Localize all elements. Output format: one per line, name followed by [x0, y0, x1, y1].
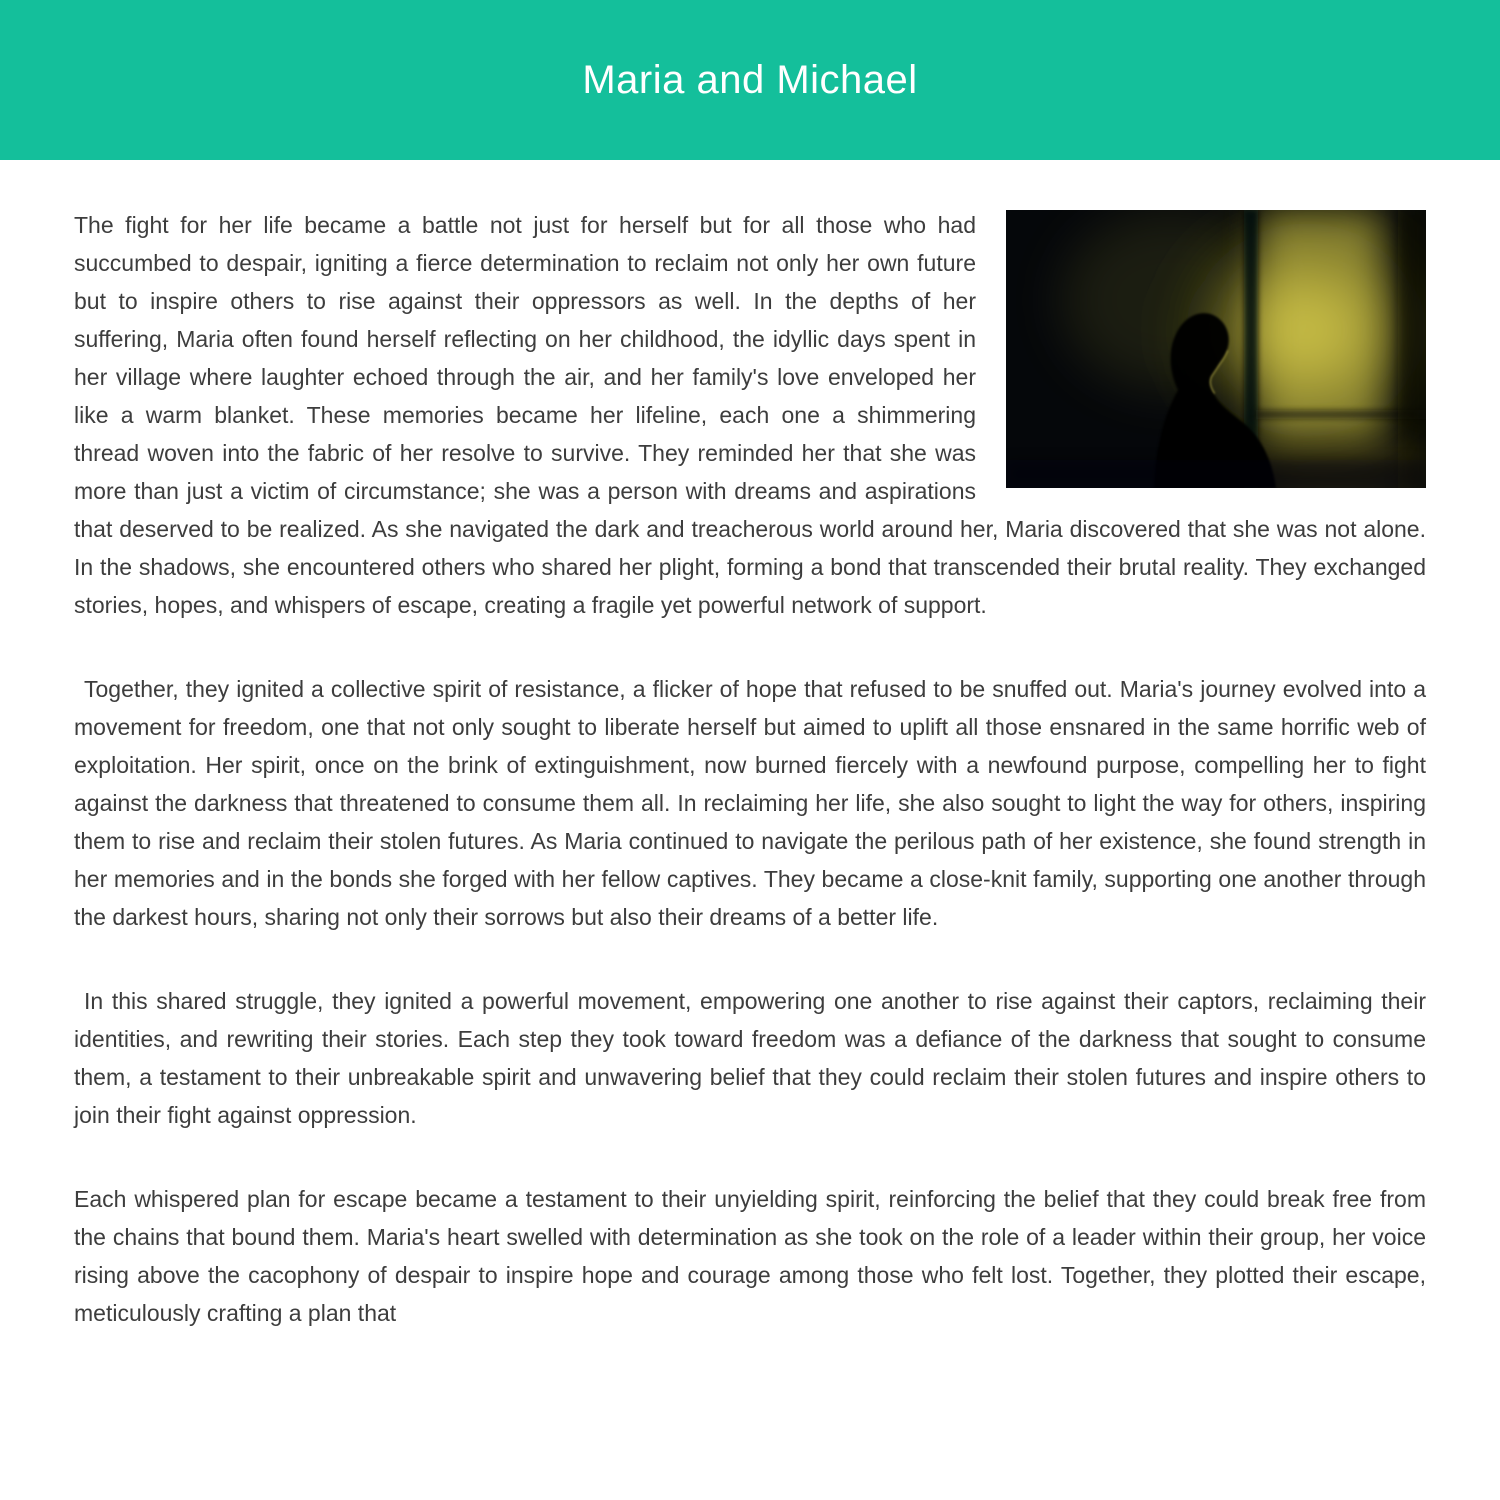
- story-paragraph-1: The fight for her life became a battle not just for herself but for all those who had succumbed to despair, igniting a fierce determination to reclaim not only her own future but to inspire others to rise against their oppressors as well. In the depths of her suffering, Maria often found herself reflecting on her childhood, the idyllic days spent in her village where laughter echoed through the air, and her family's love enveloped her like a warm blanket. These memories became her lifeline, each one a shimmering thread woven into the fabric of her resolve to survive. They reminded her that she was more than just a victim of circumstance; she was a person with dreams and aspirations that deserved to be realized. As she navigated the dark and treacherous world around her, Maria discovered that she was not alone. In the shadows, she encountered others who shared her plight, forming a bond that transcended their brutal reality. They exchanged stories, hopes, and whispers of escape, creating a fragile yet powerful network of support.: [74, 212, 1426, 618]
- story-paragraph-3: In this shared struggle, they ignited a powerful movement, empowering one another to rise against their captors, reclaiming their identities, and rewriting their stories. Each step they took toward freedom was a defiance of the darkness that sought to consume them, a testament to their unbreakable spirit and unwavering belief that they could reclaim their stolen futures and inspire others to join their fight against oppression.: [74, 988, 1426, 1128]
- story-content: [0, 160, 1500, 1332]
- story-photo: [1006, 210, 1426, 488]
- story-paragraph-2: Together, they ignited a collective spirit of resistance, a flicker of hope that refused to be snuffed out. Maria's journey evolved into a movement for freedom, one that not only sought to liberate herself but aimed to uplift all those ensnared in the same horrific web of exploitation. Her spirit, once on the brink of extinguishment, now burned fiercely with a newfound purpose, compelling her to fight against the darkness that threatened to consume them all. In reclaiming her life, she also sought to light the way for others, inspiring them to rise and reclaim their stolen futures. As Maria continued to navigate the perilous path of her existence, she found strength in her memories and in the bonds she forged with her fellow captives. They became a close-knit family, supporting one another through the darkest hours, sharing not only their sorrows but also their dreams of a better life.: [74, 676, 1426, 930]
- silhouette-window-illustration: [1006, 210, 1426, 488]
- page-title: Maria and Michael: [582, 57, 918, 102]
- story-paragraph-4: Each whispered plan for escape became a testament to their unyielding spirit, reinforcing the belief that they could break free from the chains that bound them. Maria's heart swelled with determination as she took on the role of a leader within their group, her voice rising above the cacophony of despair to inspire hope and courage among those who felt lost. Together, they plotted their escape, meticulously crafting a plan that: [74, 1186, 1426, 1326]
- page-header: [0, 0, 1500, 160]
